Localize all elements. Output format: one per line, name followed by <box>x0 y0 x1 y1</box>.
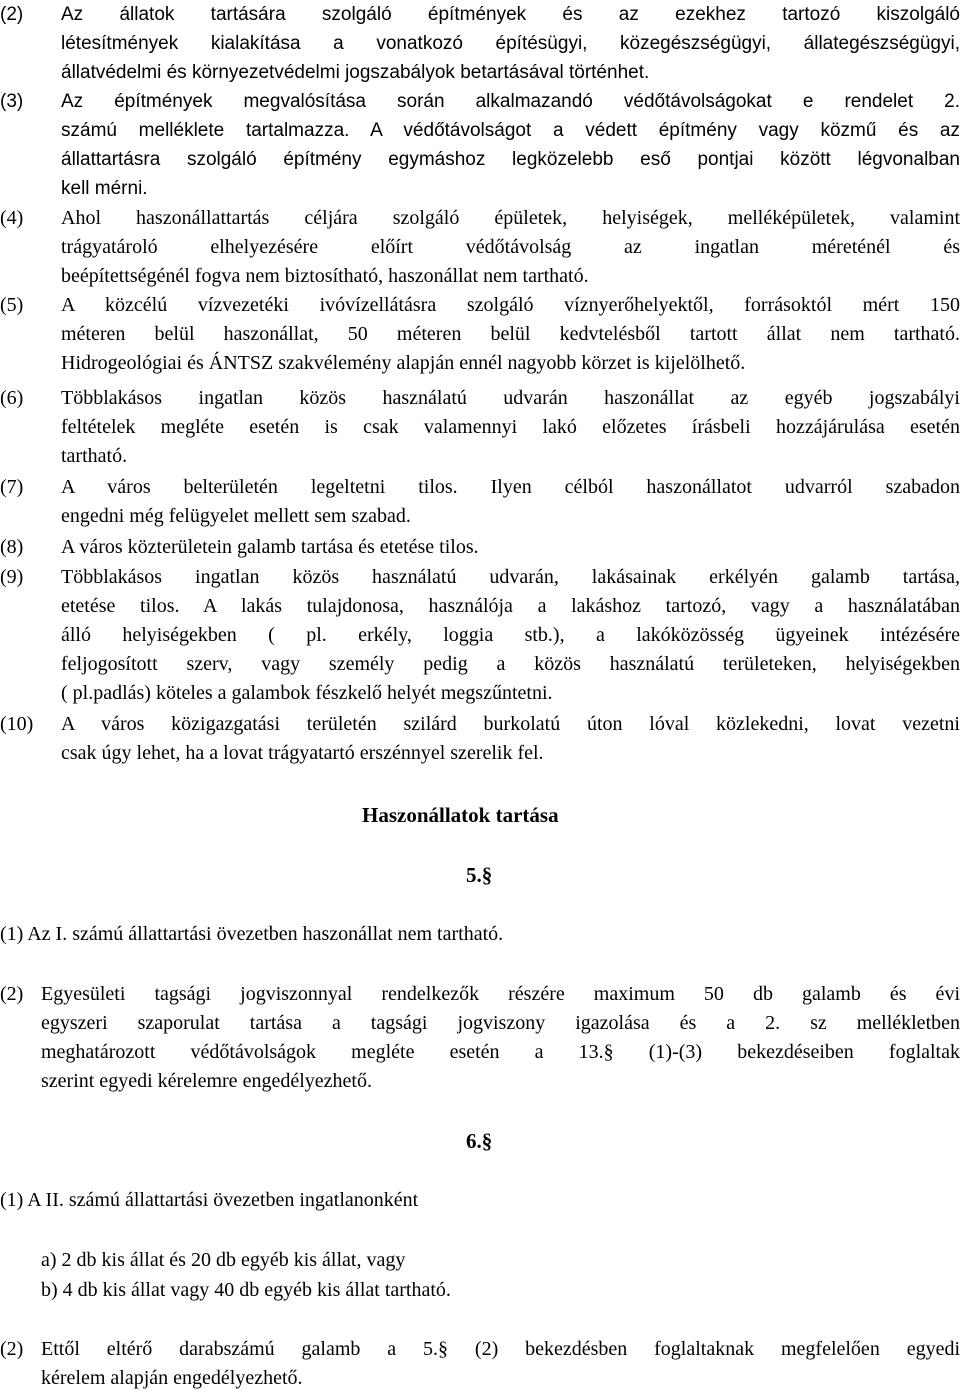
paragraph-number: (6) <box>0 387 24 409</box>
paragraph-line: beépítettségénél fogva nem biztosítható, haszonállat nem tartható. <box>61 265 589 287</box>
section-6-paragraph-2 <box>0 1335 960 1393</box>
section-6-title: 6.§ <box>466 1129 493 1153</box>
paragraph-body <box>61 291 960 378</box>
paragraph-line: méteren belül haszonállat, 50 méteren belül kedvtelésből tartott állat nem tartható. <box>61 323 960 345</box>
paragraph-body <box>61 0 960 87</box>
paragraph-number: (9) <box>0 566 24 588</box>
paragraph-line: tartható. <box>61 445 128 467</box>
paragraph-line: Ahol haszonállattartás céljára szolgáló épületek, helyiségek, melléképületek, valamint <box>61 207 960 229</box>
paragraph-body <box>61 563 960 708</box>
paragraph-3 <box>0 87 960 203</box>
paragraph-line: Hidrogeológiai és ÁNTSZ szakvélemény alapján ennél nagyobb körzet is kijelölhető. <box>61 352 746 374</box>
paragraph-line: ( pl.padlás) köteles a galambok fészkelő helyét megszűntetni. <box>61 682 553 704</box>
paragraph-number: (4) <box>0 207 24 229</box>
paragraph-line: szerint egyedi kérelemre engedélyezhető. <box>41 1070 372 1092</box>
paragraph-line: állatvédelmi és környezetvédelmi jogszabályok betartásával történhet. <box>61 62 650 83</box>
paragraph-number: (2) <box>0 1338 24 1360</box>
paragraph-line: Az állatok tartására szolgáló építmények és az ezekhez tartozó kiszolgáló <box>61 4 960 25</box>
paragraph-number: (8) <box>0 536 24 558</box>
paragraph-number: (2) <box>0 983 24 1005</box>
paragraph-line: Egyesületi tagsági jogviszonnyal rendelkezők részére maximum 50 db galamb és évi <box>41 983 960 1005</box>
section-5-title: 5.§ <box>466 863 493 887</box>
paragraph-10 <box>0 710 960 768</box>
paragraph-9 <box>0 563 960 708</box>
paragraph-line: feltételek megléte esetén is csak valamennyi lakó előzetes írásbeli hozzájárulása esetén <box>61 416 960 438</box>
paragraph-line: meghatározott védőtávolságok megléte esetén a 13.§ (1)-(3) bekezdéseiben foglaltak <box>41 1041 960 1063</box>
paragraph-line: Többlakásos ingatlan közös használatú udvarán haszonállat az egyéb jogszabályi <box>61 387 960 409</box>
paragraph-number: (5) <box>0 294 24 316</box>
list-item-b: b) 4 db kis állat vagy 40 db egyéb kis állat tartható. <box>41 1279 451 1301</box>
paragraph-6 <box>0 384 960 471</box>
paragraph-line: csak úgy lehet, ha a lovat trágyatartó erszénnyel szerelik fel. <box>61 742 544 764</box>
section-5-paragraph-2 <box>0 980 960 1096</box>
paragraph-line: A közcélú vízvezetéki ivóvízellátásra szolgáló víznyerőhelyektől, forrásoktól mért 150 <box>61 294 960 316</box>
paragraph-number: (3) <box>0 91 24 112</box>
paragraph-body <box>61 473 960 531</box>
paragraph-body <box>61 384 960 471</box>
paragraph-number: (7) <box>0 476 24 498</box>
paragraph-body <box>41 1335 960 1393</box>
paragraph-line: kell mérni. <box>61 178 148 199</box>
paragraph-4 <box>0 204 960 291</box>
paragraph-line: Többlakásos ingatlan közös használatú udvarán, lakásainak erkélyén galamb tartása, <box>61 566 960 588</box>
paragraph-body <box>61 204 960 291</box>
paragraph-line: Az építmények megvalósítása során alkalmazandó védőtávolságokat e rendelet 2. <box>61 91 960 112</box>
paragraph-number: (2) <box>0 4 24 25</box>
paragraph-body <box>61 533 960 562</box>
paragraph-line: feljogosított szerv, vagy személy pedig a közös használatú területeken, helyiségekben <box>61 653 960 675</box>
paragraph-8 <box>0 533 960 562</box>
section-5-paragraph-1: (1) Az I. számú állattartási övezetben haszonállat nem tartható. <box>0 923 504 945</box>
paragraph-body <box>61 710 960 768</box>
paragraph-line: A város belterületén legeltetni tilos. Ilyen célból haszonállatot udvarról szabadon <box>61 476 960 498</box>
paragraph-line: A város közigazgatási területén szilárd burkolatú úton lóval közlekedni, lovat vezetni <box>61 713 960 735</box>
paragraph-line: engedni még felügyelet mellett sem szabad. <box>61 505 411 527</box>
section-6-paragraph-1: (1) A II. számú állattartási övezetben ingatlanonként <box>0 1189 419 1211</box>
paragraph-line: trágyatároló elhelyezésére előírt védőtávolság az ingatlan méreténél és <box>61 236 960 258</box>
paragraph-line: számú melléklete tartalmazza. A védőtávolságot a védett építmény vagy közmű és az <box>61 120 960 141</box>
paragraph-2 <box>0 0 960 87</box>
paragraph-line: álló helyiségekben ( pl. erkély, loggia stb.), a lakóközösség ügyeinek intézésére <box>61 624 960 646</box>
paragraph-line: Ettől eltérő darabszámú galamb a 5.§ (2) bekezdésben foglaltaknak megfelelően egyedi <box>41 1338 960 1360</box>
paragraph-7 <box>0 473 960 531</box>
paragraph-line: létesítmények kialakítása a vonatkozó építésügyi, közegészségügyi, állategészségügyi, <box>61 33 960 54</box>
section-heading: Haszonállatok tartása <box>362 803 559 827</box>
paragraph-line: A város közterületein galamb tartása és etetése tilos. <box>61 536 479 558</box>
paragraph-line: állattartásra szolgáló építmény egymáshoz legközelebb eső pontjai között légvonalban <box>61 149 960 170</box>
paragraph-number: (10) <box>0 713 34 735</box>
paragraph-body <box>61 87 960 203</box>
paragraph-line: egyszeri szaporulat tartása a tagsági jogviszony igazolása és a 2. sz mellékletben <box>41 1012 960 1034</box>
paragraph-line: etetése tilos. A lakás tulajdonosa, használója a lakáshoz tartozó, vagy a használatában <box>61 595 960 617</box>
paragraph-body <box>41 980 960 1096</box>
paragraph-line: kérelem alapján engedélyezhető. <box>41 1367 303 1389</box>
paragraph-5 <box>0 291 960 378</box>
list-item-a: a) 2 db kis állat és 20 db egyéb kis állat, vagy <box>41 1249 406 1271</box>
